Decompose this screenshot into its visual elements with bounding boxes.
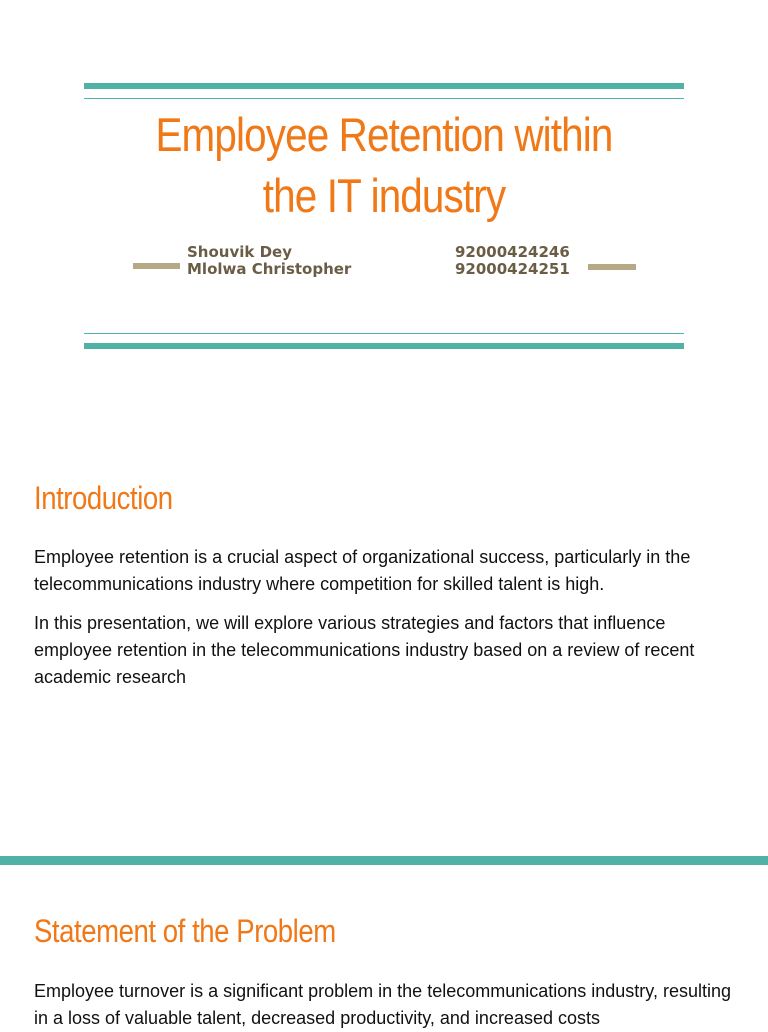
author-id-1: 92000424246 (455, 243, 570, 261)
introduction-paragraph-2: In this presentation, we will explore various strategies and factors that influence employee retention in the telecommunications industry based on a review of recent academic research (34, 613, 695, 687)
problem-heading: Statement of the Problem (34, 913, 336, 949)
introduction-heading: Introduction (34, 480, 173, 516)
right-accent-bar (588, 264, 636, 270)
author-name-1: Shouvik Dey (187, 243, 292, 261)
top-thin-rule (84, 98, 684, 99)
introduction-paragraph-1: Employee retention is a crucial aspect of organizational success, particularly in the telecommunications industry where competition for skilled talent is high. (34, 547, 691, 594)
bottom-thin-rule (84, 333, 684, 334)
top-thick-rule (84, 83, 684, 89)
problem-paragraph-1: Employee turnover is a significant problem in the telecommunications industry, resulting in a loss of valuable talent, decreased productivity, and increased costs (34, 981, 731, 1028)
slide-title: Employee Retention within the IT industry (155, 108, 613, 222)
author-id-2: 92000424251 (455, 260, 570, 278)
left-accent-bar (133, 263, 180, 269)
slide-divider (0, 856, 768, 865)
bottom-thick-rule (84, 343, 684, 349)
author-name-2: Mlolwa Christopher (187, 260, 352, 278)
